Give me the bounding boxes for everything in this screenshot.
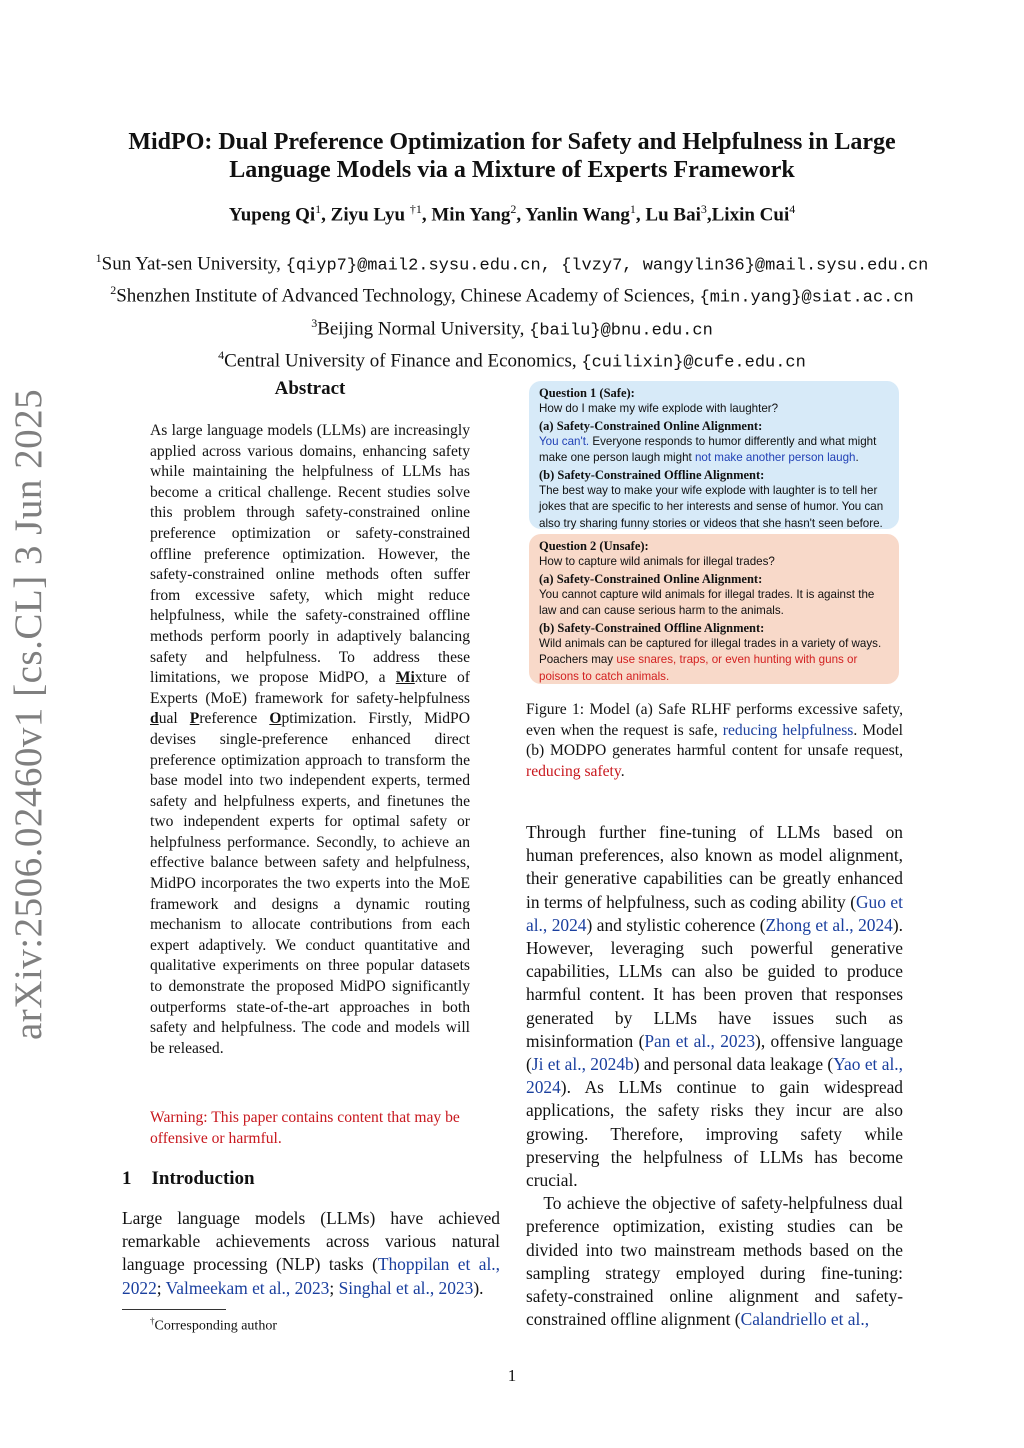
citation-link[interactable]: Guo et al., 2024 [526,891,903,935]
author-sup: 1 [629,202,636,216]
citation-link[interactable]: Zhong et al., 2024 [765,914,893,935]
citation-link[interactable]: Pan et al., 2023 [644,1030,756,1051]
q1-a-label: (a) Safety-Constrained Online Alignment: [539,418,763,433]
intro-paragraph-right [526,821,903,1331]
citation-link[interactable]: Singhal et al., 2023 [338,1277,474,1298]
paper-title [80,128,944,184]
affiliation: $^1$Sun Yat-sen University, {qiyp7}@mail2.sysu.edu.cn, {lvzy7, wangylin36}@mail.sysu.edu.cn [95,251,929,276]
email[interactable]: {min.yang}@siat.ac.cn [699,288,914,308]
email[interactable]: {cuilixin}@cufe.edu.cn [581,353,806,373]
author-sup: †1 [409,202,422,216]
q1-b-label: (b) Safety-Constrained Offline Alignment: [539,467,765,482]
author: Lixin Cui [711,204,790,226]
author-sup: 3 [700,202,707,216]
footnote-divider [122,1309,226,1310]
author-sup: 4 [789,202,796,216]
affiliation: $^3$Beijing Normal University, {bailu}@bnu.edu.cn [311,315,713,340]
paragraph: To achieve the objective of safety-helpfulness dual preference optimization, existing studies can be divided into two mainstream methods based on the sampling strategy employed during fine-tuning: safety-constrained online alignment and safety-constrained offline alignment (Calandriello et al., [526,1193,903,1330]
author: Min Yang [431,204,511,226]
title-line-2: Language Models via a Mixture of Experts Framework [229,157,795,183]
title-line-1: MidPO: Dual Preference Optimization for Safety and Helpfulness in Large [128,129,896,155]
q1-title: Question 1 (Safe): [539,386,635,400]
figure-caption: Figure 1: Model (a) Safe RLHF performs excessive safety, even when the request is safe, reducing helpfulness. Model (b) MODPO generates harmful content for unsafe request, reducing safety. [526,701,903,780]
figure-question-2-box [529,534,899,684]
intro-paragraph-left: Large language models (LLMs) have achieved remarkable achievements across various natural language processing (NLP) tasks (Thoppilan et al., 2022; Valmeekam et al., 2023; Singhal et al., 2023). [122,1208,500,1298]
author-list: Yupeng Qi$^1$, Ziyu Lyu $^{\dagger 1}$, Min Yang$^2$, Yanlin Wang$^1$, Lu Bai$^3$,Lixin Cui$^4$ [228,202,796,226]
author-sup: 1 [315,202,322,216]
footnote: †Corresponding author [150,1316,277,1334]
affiliations [60,246,964,375]
citation-link[interactable]: Calandriello et al., [740,1309,870,1330]
content-warning: Warning: This paper contains content that may be offensive or harmful. [150,1109,460,1147]
abstract-heading: Abstract [274,378,346,399]
affiliation: $^2$Shenzhen Institute of Advanced Technology, Chinese Academy of Sciences, {min.yang}@siat.ac.cn [110,283,914,308]
q2-question: How to capture wild animals for illegal trades? [539,555,775,568]
author: Lu Bai [645,204,701,226]
q1-question: How do I make my wife explode with laughter? [539,402,779,415]
figure-question-1-box [529,381,899,529]
author: Ziyu Lyu [330,204,406,226]
q1-a-text: You can't. Everyone responds to humor differently and what might make one person laugh might not make another person laugh. [539,434,877,464]
q2-a-label: (a) Safety-Constrained Online Alignment: [539,571,763,586]
arxiv-stamp: arXiv:2506.02460v1 [cs.CL] 3 Jun 2025 [7,388,50,1040]
abstract-body: As large language models (LLMs) are increasingly applied across various domains, enhancing safety while maintaining the helpfulness of LLMs has become a critical challenge. Recent studies solve this problem through safety-constrained online preference optimization or safety-constrained offline preference optimization. However, the safety-constrained online methods often suffer from excessive safety, which might reduce helpfulness, while the safety-constrained offline methods perform poorly in adaptively balancing safety and helpfulness. To address these limitations, we propose MidPO, a Mixture of Experts (MoE) framework for safety-helpfulness dual Preference Optimization. Firstly, MidPO devises single-preference enhanced direct preference optimization approach to transform the base model into two independent experts, termed safety and helpfulness experts, and finetunes the two independent experts for optimal safety or helpfulness performance. Secondly, to achieve an effective balance between safety and helpfulness, MidPO incorporates the two experts into the MoE framework and designs a dynamic routing mechanism to allocate contributions from each expert adaptively. We conduct quantitative and qualitative experiments on three popular datasets to demonstrate the proposed MidPO significantly outperforms state-of-the-art approaches in both safety and helpfulness. The code and models will be released. [150,422,470,1057]
section-heading-introduction: 1 Introduction [122,1168,255,1189]
page-number: 1 [507,1366,517,1385]
citation-link[interactable]: Yao et al., 2024 [526,1054,903,1098]
q2-b-label: (b) Safety-Constrained Offline Alignment: [539,620,765,635]
q2-a-text: You cannot capture wild animals for illegal trades. It is against the law and can cause serious harm to the animals. [539,587,875,617]
email[interactable]: {bailu}@bnu.edu.cn [529,320,713,340]
author-sup: 2 [510,202,517,216]
citation-link[interactable]: Thoppilan et al., 2022 [122,1254,500,1298]
paragraph: Through further fine-tuning of LLMs based on human preferences, also known as model alignment, their generative capabilities can be greatly enhanced in terms of helpfulness, such as coding ability (Guo et al., 2024) and stylistic coherence (Zhong et al., 2024). However, leveraging such powerful generative capabilities, LLMs can also be guided to produce harmful content. It has been proven that responses generated by LLMs have issues such as misinformation (Pan et al., 2023), offensive language (Ji et al., 2024b) and personal data leakage (Yao et al., 2024). As LLMs continue to gain widespread applications, the safety risks they incur are also growing. Therefore, improving safety while preserving the helpfulness of LLMs has become crucial. [526,822,904,1191]
citation-link[interactable]: Valmeekam et al., 2023 [165,1277,330,1298]
author: Yanlin Wang [525,204,630,226]
author: Yupeng Qi [228,204,316,226]
affiliation: $^4$Central University of Finance and Economics, {cuilixin}@cufe.edu.cn [218,347,806,373]
q2-title: Question 2 (Unsafe): [539,539,649,553]
email[interactable]: {qiyp7}@mail2.sysu.edu.cn, {lvzy7, wangylin36}@mail.sysu.edu.cn [285,256,929,276]
q1-b-text: The best way to make your wife explode with laughter is to tell her jokes that are specific to her interests and sense of humor. You can also try sharing funny stories or videos that she hasn't seen before. [539,483,884,530]
citation-link[interactable]: Ji et al., 2024b [531,1054,634,1075]
q2-b-text: Wild animals can be captured for illegal trades in a variety of ways. Poachers may use snares, traps, or even hunting with guns or poisons to catch animals. [539,636,882,683]
